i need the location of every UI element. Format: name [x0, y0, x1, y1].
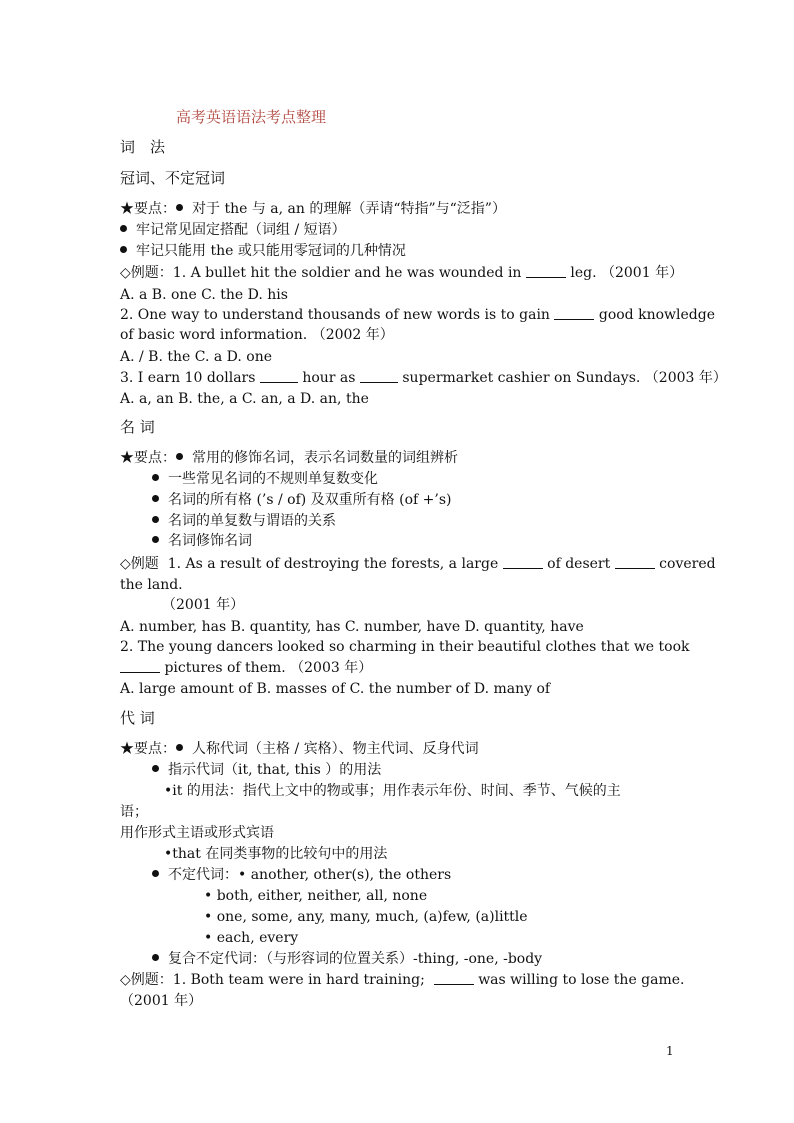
blank-line — [260, 370, 298, 383]
bullet-icon — [120, 225, 127, 232]
blank-line — [120, 660, 160, 673]
question-text: 1. As a result of destroying the forests, a large — [167, 556, 499, 572]
bullet-icon — [152, 516, 159, 523]
example-label: ◇例题 — [120, 556, 159, 572]
point-text: 牢记常见固定搭配（词组 / 短语） — [136, 222, 346, 238]
example-label: ◇例题： — [120, 972, 173, 988]
question-text: 2. One way to understand thousands of new words is to gain — [120, 307, 550, 323]
bullet-icon — [176, 453, 183, 460]
noun-q2-options: A. large amount of B. masses of C. the number of D. many of — [120, 681, 551, 697]
pronoun-point-6: • both, either, neither, all, none — [204, 888, 428, 904]
point-text: 名词的单复数与谓语的关系 — [168, 513, 336, 529]
question-text: good knowledge — [598, 307, 715, 323]
blank-line — [554, 307, 594, 320]
point-text: 复合不定代词：（与形容词的位置关系）-thing, -one, -body — [168, 951, 543, 967]
question-text: pictures of them. （2003 年） — [164, 660, 373, 676]
blank-line — [526, 265, 566, 278]
pronoun-point-3-cont: 语； — [120, 804, 148, 820]
page-number: 1 — [666, 1044, 674, 1058]
section-heading-cifa: 词 法 — [120, 138, 166, 156]
section-heading-pronoun: 代 词 — [120, 709, 155, 727]
point-text: 不定代词：• another, other(s), the others — [168, 867, 452, 883]
noun-point-4 — [152, 512, 336, 530]
bullet-icon — [152, 536, 159, 543]
noun-point-5 — [152, 532, 252, 550]
blank-line — [503, 556, 543, 569]
pronoun-point-3: •it 的用法：指代上文中的物或事；用作表示年份、时间、季节、气候的主 — [164, 783, 621, 799]
pronoun-point-2 — [152, 761, 381, 779]
point-text: 人称代词（主格 / 宾格）、物主代词、反身代词 — [192, 741, 479, 757]
article-q2 — [120, 306, 715, 324]
question-text: 1. A bullet hit the soldier and he was wounded in — [172, 265, 522, 281]
question-text: was willing to lose the game. — [478, 972, 685, 988]
article-point-1 — [120, 200, 506, 218]
question-text: covered — [659, 556, 716, 572]
pronoun-point-9 — [152, 950, 542, 968]
article-point-3 — [120, 242, 406, 260]
bullet-icon — [152, 954, 159, 961]
pronoun-point-5 — [152, 866, 451, 884]
question-text: supermarket cashier on Sundays. （2003 年） — [402, 370, 727, 386]
point-text: 一些常见名词的不规则单复数变化 — [168, 471, 378, 487]
pronoun-q1-year: （2001 年） — [120, 993, 203, 1009]
question-text: 1. Both team were in hard training; — [172, 972, 425, 988]
point-text: 名词的所有格 (’s / of) 及双重所有格 (of +’s) — [168, 492, 452, 508]
bullet-icon — [176, 744, 183, 751]
noun-q2-cont — [120, 659, 372, 677]
pronoun-point-8: • each, every — [204, 930, 299, 946]
example-label: ◇例题： — [120, 265, 173, 281]
pronoun-point-1 — [120, 740, 479, 758]
noun-q2: 2. The young dancers looked so charming in their beautiful clothes that we took — [120, 639, 690, 655]
bullet-icon — [152, 765, 159, 772]
bullet-icon — [152, 870, 159, 877]
noun-q1 — [120, 555, 716, 573]
section-heading-article: 冠词、不定冠词 — [120, 169, 226, 187]
blank-line — [434, 972, 474, 985]
noun-point-3 — [152, 491, 452, 509]
article-q3 — [120, 369, 727, 387]
page-title: 高考英语语法考点整理 — [176, 108, 327, 126]
article-point-2 — [120, 221, 346, 239]
pronoun-point-3-cont2: 用作形式主语或形式宾语 — [120, 825, 274, 841]
noun-point-2 — [152, 470, 378, 488]
question-text: of desert — [547, 556, 611, 572]
question-text: hour as — [302, 370, 356, 386]
question-text: 3. I earn 10 dollars — [120, 370, 256, 386]
section-heading-noun: 名 词 — [120, 418, 155, 436]
point-text: 指示代词（it, that, this ）的用法 — [168, 762, 382, 778]
point-text: 名词修饰名词 — [168, 533, 252, 549]
article-q1-options: A. a B. one C. the D. his — [120, 287, 288, 303]
article-q2-cont: of basic word information. （2002 年） — [120, 327, 394, 343]
point-text: 牢记只能用 the 或只能用零冠词的几种情况 — [136, 243, 406, 259]
bullet-icon — [176, 204, 183, 211]
blank-line — [360, 370, 398, 383]
point-label: ★要点： — [120, 201, 176, 217]
pronoun-point-7: • one, some, any, many, much, (a)few, (a)little — [204, 909, 528, 925]
bullet-icon — [152, 474, 159, 481]
point-text: 常用的修饰名词，表示名词数量的词组辨析 — [192, 450, 458, 466]
point-label: ★要点： — [120, 741, 176, 757]
pronoun-q1 — [120, 971, 685, 989]
point-label: ★要点： — [120, 450, 176, 466]
article-q3-options: A. a, an B. the, a C. an, a D. an, the — [120, 391, 369, 407]
noun-q1-cont: the land. — [120, 577, 183, 593]
article-q1 — [120, 264, 683, 282]
question-text: leg. （2001 年） — [570, 265, 684, 281]
noun-q1-year: （2001 年） — [162, 597, 245, 613]
bullet-icon — [120, 246, 127, 253]
noun-q1-options: A. number, has B. quantity, has C. number, have D. quantity, have — [120, 619, 584, 635]
article-q2-options: A. / B. the C. a D. one — [120, 349, 273, 365]
pronoun-point-4: •that 在同类事物的比较句中的用法 — [164, 846, 388, 862]
bullet-icon — [152, 495, 159, 502]
noun-point-1 — [120, 449, 458, 467]
point-text: 对于 the 与 a, an 的理解（弄请“特指”与“泛指”） — [192, 201, 506, 217]
blank-line — [615, 556, 655, 569]
